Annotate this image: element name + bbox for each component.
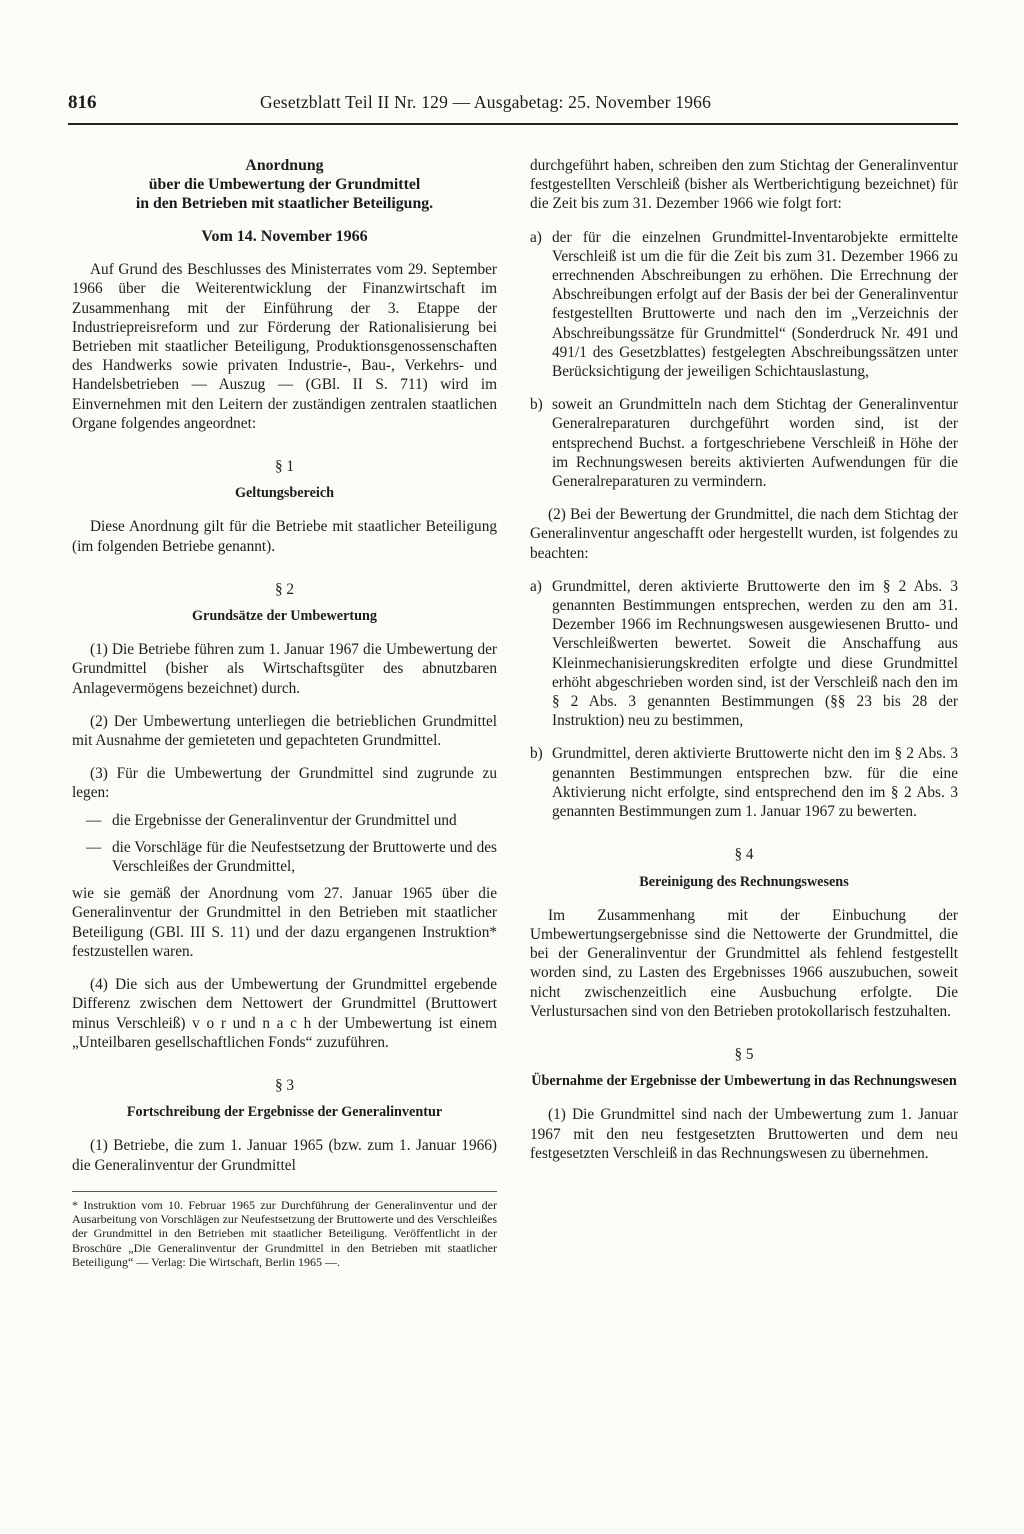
list-item-b2 — [530, 744, 958, 821]
dash-item-1 — [72, 811, 497, 830]
section-2-para-2: (2) Der Umbewertung unterliegen die betrieblichen Grundmittel mit Ausnahme der gemieteten und gepachteten Grundmittel. — [72, 712, 497, 750]
dash-item-text: die Vorschläge für die Neufestsetzung der Bruttowerte und des Verschleißes der Grundmittel, — [112, 838, 497, 876]
section-1-title: Geltungsbereich — [234, 485, 335, 502]
item-text: Grundmittel, deren aktivierte Bruttowerte nicht den im § 2 Abs. 3 genannten Bestimmungen entsprechen bzw. für die eine Aktivierung nicht erfolgte, sind entsprechend den im § 2 Abs. 3 genannten Bestimmungen zum 1. Januar 1967 zu bewerten. — [552, 745, 958, 821]
list-item-a2 — [530, 577, 958, 731]
footnote — [72, 1191, 497, 1269]
item-label: b) — [530, 745, 543, 763]
section-1-number: § 1 — [274, 458, 295, 476]
dash-marker: — — [86, 811, 102, 829]
list-item-a — [530, 228, 958, 382]
section-3-para-1: (1) Betriebe, die zum 1. Januar 1965 (bzw. zum 1. Januar 1966) die Generalinventur der Grundmittel — [72, 1137, 497, 1174]
header-rule — [68, 123, 958, 125]
footnote-text: * Instruktion vom 10. Februar 1965 zur Durchführung der Generalinventur und der Ausarbeitung von Vorschlägen zur Neufestsetzung der Bruttowerte und des Verschleißes der Grundmittel in den Betrieben mit staatlicher Beteiligung. Veröffentlicht in der Broschüre „Die Generalinventur der Grundmittel in den Betrieben mit staatlicher Beteiligung“ — Verlag: Die Wirtschaft, Berlin 1965 —. — [72, 1197, 497, 1269]
ordinance-title-line1: Anordnung — [245, 157, 324, 174]
item-text: Grundmittel, deren aktivierte Bruttowerte den im § 2 Abs. 3 genannten Bestimmungen entsprechen, werden zu den am 31. Dezember 1966 im Rechnungswesen ausgewiesenen Brutto- und Verschleißwerten bewertet. Soweit die Anschaffung aus Kleinmechanisierungskrediten erfolgte und diese Grundmittel erhöht abgeschrieben worden sind, ist der Verschleiß nach den im § 2 Abs. 3 genannten Bestimmungen (§§ 23 bis 28 der Instruktion) neu zu bestimmen, — [552, 577, 958, 730]
dash-item-text: die Ergebnisse der Generalinventur der Grundmittel und — [112, 811, 457, 829]
page-number: 816 — [68, 92, 97, 113]
section-3-para-1-cont: durchgeführt haben, schreiben den zum Stichtag der Generalinventur festgestellten Verschleiß (bisher als Wertberichtigung bezeichnet) für die Zeit bis zum 31. Dezember 1966 wie folgt fort: — [530, 157, 958, 213]
section-5-number: § 5 — [734, 1045, 754, 1063]
section-2-para-1: (1) Die Betriebe führen zum 1. Januar 1967 die Umbewertung der Grundmittel (bisher als Wirtschaftsgüter des abnutzbaren Anlagevermögens bezeichnet) durch. — [72, 641, 497, 697]
section-4-number: § 4 — [734, 846, 754, 864]
section-3-number: § 3 — [274, 1076, 295, 1094]
section-2-para-3-cont: wie sie gemäß der Anordnung vom 27. Januar 1965 über die Generalinventur der Grundmittel in den Betrieben mit staatlicher Beteiligung (GBl. III S. 11) und der dazu ergangenen Instruktion* festzustellen waren. — [72, 885, 497, 960]
section-4-text: Im Zusammenhang mit der Einbuchung der Umbewertungsergebnisse sind die Nettowerte der Grundmittel, die bei der Generalinventur der Grundmittel als fehlend festgestellt worden sind, zu Lasten des Ergebnisses 1966 auszubuchen, soweit nicht zwischenzeitlich eine Ausbuchung erfolgte. Die Verlustursachen sind von den Betrieben protokollarisch festzuhalten. — [530, 906, 958, 1020]
preamble: Auf Grund des Beschlusses des Ministerrates vom 29. September 1966 über die Weiterentwicklung der Finanzwirtschaft im Zusammenhang mit der Einführung der 3. Etappe der Industriepreisreform und zur Förderung der Rationalisierung bei Betrieben mit staatlicher Beteiligung, Produktionsgenossenschaften des Handwerks sowie privaten Industrie-, Bau-, Verkehrs- und Handelsbetrieben — Auszug — (GBl. II S. 711) wird im Einvernehmen mit den Leitern der zuständigen zentralen staatlichen Organe folgendes angeordnet: — [72, 261, 497, 432]
section-5-text: (1) Die Grundmittel sind nach der Umbewertung zum 1. Januar 1967 mit den neu festgesetzten Bruttowerten und dem neu festgesetzten Verschleiß in das Rechnungswesen zu übernehmen. — [530, 1106, 958, 1162]
section-4-title: Bereinigung des Rechnungswesens — [639, 873, 849, 890]
section-2-para-4: (4) Die sich aus der Umbewertung der Grundmittel ergebende Differenz zwischen dem Nettowert der Grundmittel (Bruttowert minus Verschleiß) v o r und n a c h der Umbewertung ist einem „Unteilbaren gesellschaftlichen Fonds“ zuzuführen. — [72, 976, 497, 1051]
section-3-title: Fortschreibung der Ergebnisse der Generalinventur — [126, 1104, 443, 1121]
left-column — [72, 156, 497, 1269]
item-text: soweit an Grundmitteln nach dem Stichtag der Generalinventur Generalreparaturen durchgeführt worden sind, ist der entsprechend Buchst. a fortgeschriebene Verschleiß in Höhe der im Rechnungswesen bereits aktivierten Aufwendungen für die Generalreparaturen zu vermindern. — [552, 396, 958, 491]
dash-marker: — — [86, 838, 102, 856]
section-2-para-3: (3) Für die Umbewertung der Grundmittel sind zugrunde zu legen: — [72, 765, 497, 802]
section-2-title: Grundsätze der Umbewertung — [192, 608, 377, 625]
right-column — [530, 156, 958, 1163]
item-label: b) — [530, 396, 543, 414]
ordinance-date: Vom 14. November 1966 — [201, 228, 368, 245]
section-3-para-2: (2) Bei der Bewertung der Grundmittel, die nach dem Stichtag der Generalinventur angeschafft oder hergestellt wurden, ist folgendes zu beachten: — [530, 506, 958, 562]
item-label: a) — [530, 577, 542, 595]
dash-item-2 — [72, 838, 497, 876]
ordinance-title-line3: in den Betrieben mit staatlicher Beteiligung. — [135, 195, 434, 212]
ordinance-title-line2: über die Umbewertung der Grundmittel — [148, 176, 421, 193]
section-2-number: § 2 — [274, 580, 295, 598]
section-1-text: Diese Anordnung gilt für die Betriebe mit staatlicher Beteiligung (im folgenden Betriebe genannt). — [72, 518, 497, 555]
list-item-b — [530, 395, 958, 491]
section-5-title: Übernahme der Ergebnisse der Umbewertung in das Rechnungswesen — [531, 1073, 957, 1090]
item-label: a) — [530, 228, 542, 246]
item-text: der für die einzelnen Grundmittel-Inventarobjekte ermittelte Verschleiß ist um die für die Zeit bis zum 31. Dezember 1966 zu errechnenden Abschreibungen zu erhöhen. Die Errechnung der Abschreibungen erfolgt auf der Basis der bei der Generalinventur festgestellten Bruttowerte und nach den im „Verzeichnis der Abschreibungssätze für Grundmittel“ (Sonderdruck Nr. 491 und 491/1 des Gesetzblattes) festgelegten Abschreibungssätzen unter Berücksichtigung der jeweiligen Schichtauslastung, — [552, 228, 958, 381]
running-title: Gesetzblatt Teil II Nr. 129 — Ausgabetag: 25. November 1966 — [260, 92, 712, 112]
